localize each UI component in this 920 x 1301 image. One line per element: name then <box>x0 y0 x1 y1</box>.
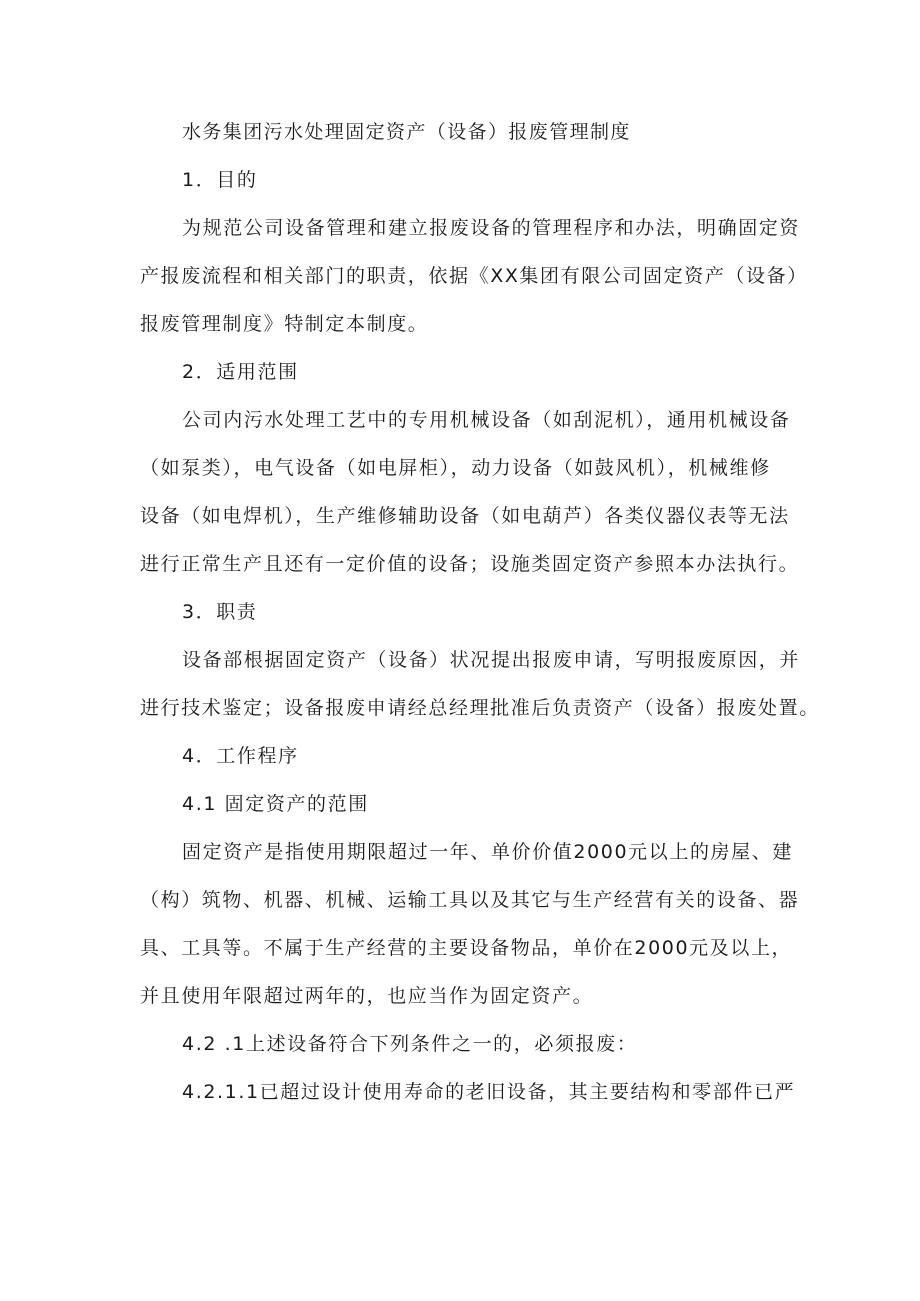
section-heading-purpose: 1．目的 <box>182 169 258 191</box>
paragraph-line: 固定资产是指使用期限超过一年、单价价值2000元以上的房屋、建 <box>182 841 793 863</box>
section-heading-duties: 3．职责 <box>182 601 258 623</box>
paragraph-line: 具、工具等。不属于生产经营的主要设备物品，单价在2000元及以上， <box>140 937 793 959</box>
paragraph-line: 产报废流程和相关部门的职责，依据《XX集团有限公司固定资产（设备） <box>140 265 808 287</box>
paragraph-line: 设备（如电焊机），生产维修辅助设备（如电葫芦）各类仪器仪表等无法 <box>140 505 790 527</box>
section-heading-procedure: 4．工作程序 <box>182 745 299 767</box>
clause-line: 4.2 .1上述设备符合下列条件之一的，必须报废： <box>182 1033 638 1055</box>
paragraph-line: 报废管理制度》特制定本制度。 <box>140 313 429 335</box>
paragraph-line: 进行正常生产且还有一定价值的设备；设施类固定资产参照本办法执行。 <box>140 553 800 575</box>
clause-line: 4.2.1.1已超过设计使用寿命的老旧设备，其主要结构和零部件已严 <box>182 1081 796 1103</box>
paragraph-line: 进行技术鉴定；设备报废申请经总经理批准后负责资产（设备）报废处置。 <box>140 697 820 719</box>
paragraph-line: 并且使用年限超过两年的，也应当作为固定资产。 <box>140 985 594 1007</box>
paragraph-line: 为规范公司设备管理和建立报废设备的管理程序和办法，明确固定资 <box>182 217 801 239</box>
paragraph-line: 公司内污水处理工艺中的专用机械设备（如刮泥机），通用机械设备 <box>182 409 791 431</box>
paragraph-line: （如泵类），电气设备（如电屏柜），动力设备（如鼓风机），机械维修 <box>140 457 771 479</box>
document-title: 水务集团污水处理固定资产（设备）报废管理制度 <box>182 121 631 143</box>
subsection-heading: 4.1 固定资产的范围 <box>182 793 369 815</box>
paragraph-line: 设备部根据固定资产（设备）状况提出报废申请，写明报废原因，并 <box>182 649 801 671</box>
paragraph-line: （构）筑物、机器、机械、运输工具以及其它与生产经营有关的设备、器 <box>140 889 800 911</box>
section-heading-scope: 2．适用范围 <box>182 361 299 383</box>
